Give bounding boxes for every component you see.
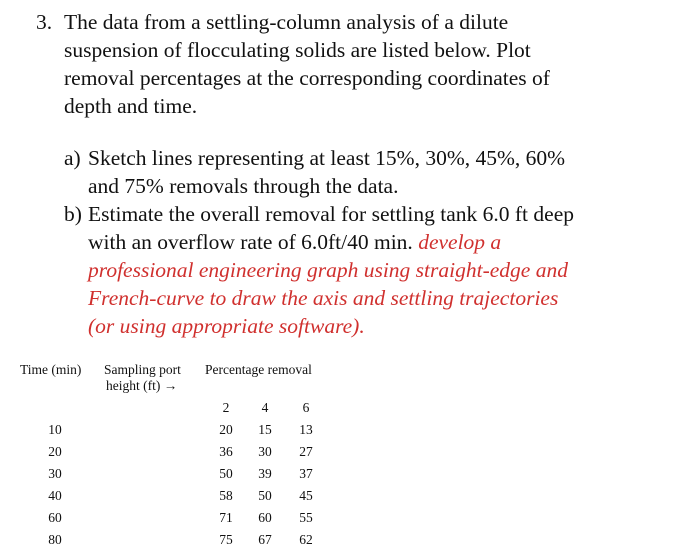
removal-cell: 36 — [219, 444, 233, 459]
question-line-1: The data from a settling-column analysis of a dilute — [64, 10, 509, 34]
header-port-line-1: Sampling port — [104, 362, 181, 377]
header-removal: Percentage removal — [205, 362, 312, 377]
removal-cell: 20 — [219, 422, 233, 437]
part-b-line-1: Estimate the overall removal for settling tank 6.0 ft deep — [88, 202, 574, 226]
header-port-line-2: height (ft) → — [106, 378, 178, 393]
removal-cell: 58 — [219, 488, 233, 503]
time-cell: 30 — [48, 466, 62, 481]
part-a-line-2: and 75% removals through the data. — [88, 174, 399, 198]
question-line-4: depth and time. — [64, 94, 198, 118]
removal-cell: 50 — [219, 466, 233, 481]
part-b-red-2: professional engineering graph using straight-edge and — [88, 258, 568, 282]
part-b-line-2 — [88, 228, 501, 256]
question-line-3: removal percentages at the corresponding coordinates of — [64, 66, 550, 90]
header-time: Time (min) — [20, 362, 82, 377]
removal-cell: 37 — [299, 466, 313, 481]
time-cell: 10 — [48, 422, 62, 437]
part-a-line-1: Sketch lines representing at least 15%, 30%, 45%, 60% — [88, 146, 566, 170]
part-b-red-1: develop a — [418, 230, 502, 254]
question-line-2: suspension of flocculating solids are listed below. Plot — [64, 38, 531, 62]
removal-cell: 60 — [258, 510, 272, 525]
removal-cell: 62 — [299, 532, 313, 547]
removal-cell: 30 — [258, 444, 272, 459]
removal-cell: 71 — [219, 510, 233, 525]
time-cell: 80 — [48, 532, 62, 547]
part-a-label: a) — [64, 146, 81, 170]
removal-cell: 67 — [258, 532, 272, 547]
removal-cell: 50 — [258, 488, 272, 503]
time-cell: 40 — [48, 488, 62, 503]
time-cell: 60 — [48, 510, 62, 525]
removal-cell: 13 — [299, 422, 313, 437]
removal-cell: 75 — [219, 532, 233, 547]
question-number: 3. — [36, 10, 53, 34]
part-b-label: b) — [64, 202, 82, 226]
removal-cell: 55 — [299, 510, 313, 525]
removal-cell: 27 — [299, 444, 313, 459]
time-cell: 20 — [48, 444, 62, 459]
part-b-red-3: French-curve to draw the axis and settling trajectories — [88, 286, 559, 310]
height-2: 2 — [222, 400, 230, 415]
part-b-line-2-black: with an overflow rate of 6.0ft/40 min. — [88, 230, 419, 254]
height-6: 6 — [302, 400, 310, 415]
removal-cell: 39 — [258, 466, 272, 481]
part-b-red-4: (or using appropriate software). — [88, 314, 365, 338]
removal-cell: 15 — [258, 422, 272, 437]
removal-cell: 45 — [299, 488, 313, 503]
height-4: 4 — [261, 400, 269, 415]
